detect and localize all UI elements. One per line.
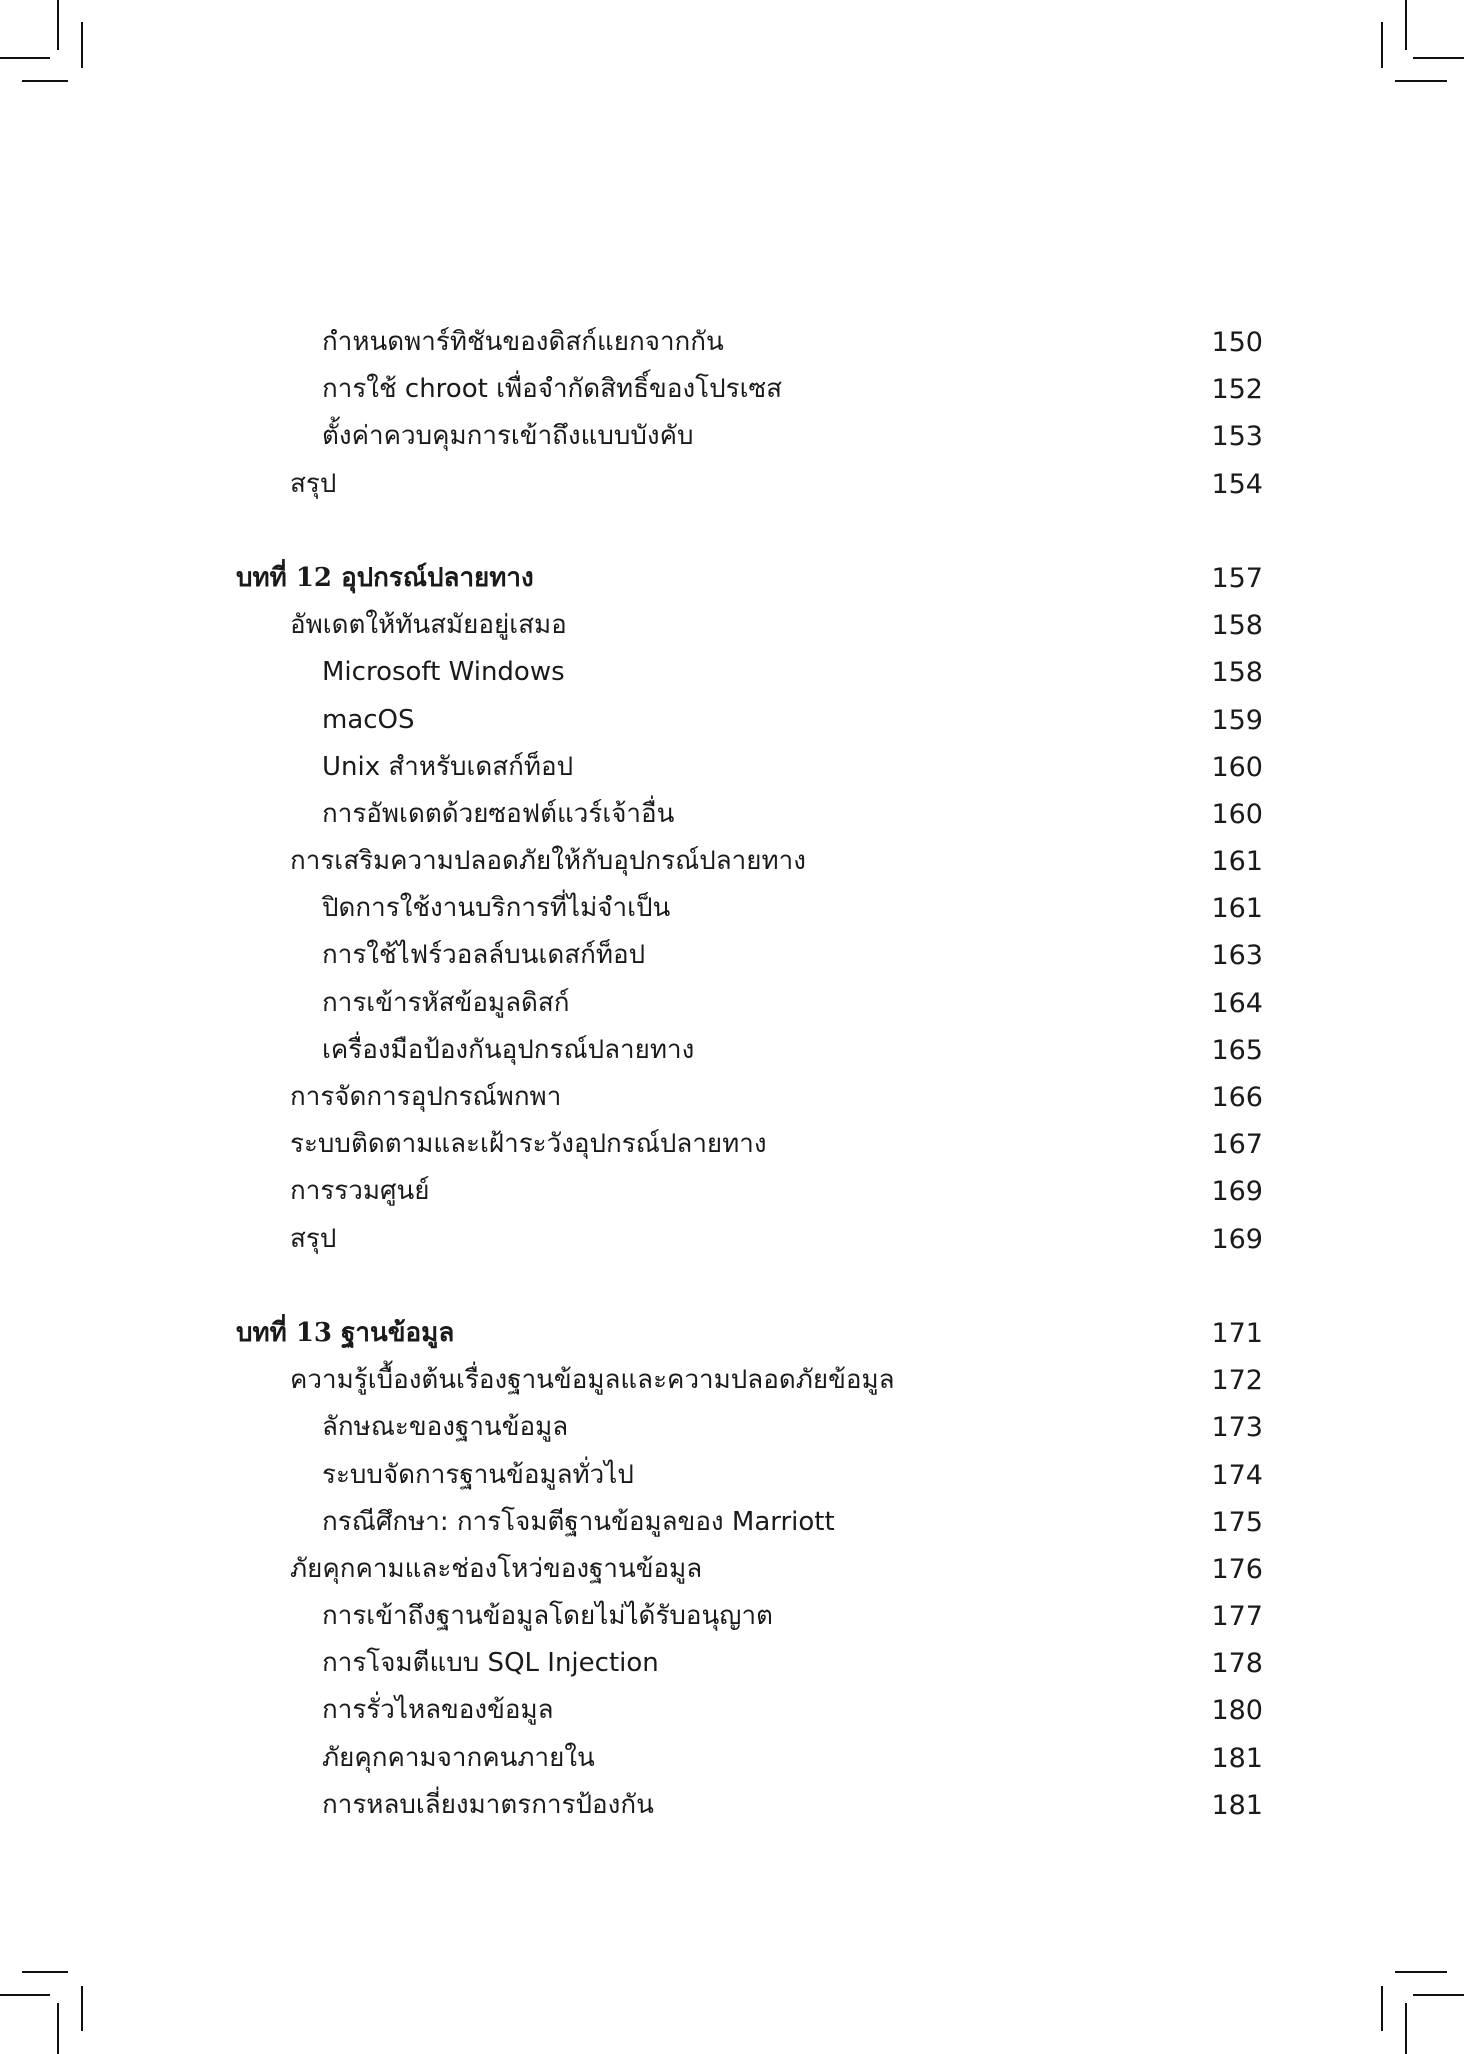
toc-page-number: 177 [1211,1601,1263,1633]
toc-entry[interactable] [0,413,1464,460]
toc-entry[interactable] [0,744,1464,791]
toc-entry-title: macOS [322,704,415,735]
toc-entry[interactable] [0,980,1464,1027]
toc-entry-title: Unix สำหรับเดสก์ท็อป [322,751,574,782]
chapter-title: บทที่ 13 ฐานข้อมูล [236,1317,455,1348]
toc-entry-title: ปิดการใช้งานบริการที่ไม่จำเป็น [322,893,671,924]
toc-page-number: 176 [1211,1553,1263,1585]
toc-entry-title: การเข้ารหัสข้อมูลดิสก์ [322,987,570,1018]
toc-entry-title: Microsoft Windows [322,657,565,688]
toc-entry-title: ลักษณะของฐานข้อมูล [322,1412,569,1443]
toc-entry[interactable] [0,1121,1464,1168]
toc-page-number: 169 [1211,1176,1263,1208]
crop-mark [81,1986,83,2031]
crop-mark [1405,2003,1407,2054]
toc-entry[interactable] [0,649,1464,696]
crop-mark [1413,1994,1464,1996]
toc-entry[interactable] [0,1499,1464,1546]
toc-entry[interactable] [0,1640,1464,1687]
toc-entry-title: กรณีศึกษา: การโจมตีฐานข้อมูลของ Marriott [322,1506,835,1537]
toc-entry-title: ระบบติดตามและเฝ้าระวังอุปกรณ์ปลายทาง [290,1129,767,1160]
crop-mark [1395,80,1447,82]
chapter-title: บทที่ 12 อุปกรณ์ปลายทาง [236,562,534,593]
toc-entry[interactable] [0,366,1464,413]
toc-page-number: 159 [1211,704,1263,736]
toc-entry-title: ระบบจัดการฐานข้อมูลทั่วไป [322,1459,634,1490]
toc-entry-title: ภัยคุกคามจากคนภายใน [322,1742,595,1773]
toc-chapter-heading[interactable] [0,1310,1464,1357]
toc-page-number: 165 [1211,1034,1263,1066]
toc-page-number: 175 [1211,1506,1263,1538]
toc-page-number: 178 [1211,1648,1263,1680]
toc-entry[interactable] [0,1074,1464,1121]
toc-entry[interactable] [0,1452,1464,1499]
toc-page-number: 163 [1211,940,1263,972]
toc-page-number: 160 [1211,751,1263,783]
toc-page-number: 160 [1211,798,1263,830]
toc-entry[interactable] [0,1027,1464,1074]
toc-entry[interactable] [0,1168,1464,1215]
toc-page-number: 174 [1211,1459,1263,1491]
toc-entry-title: ภัยคุกคามและช่องโหว่ของฐานข้อมูล [290,1553,703,1584]
toc-entry[interactable] [0,1216,1464,1263]
toc-page-number: 153 [1211,421,1263,453]
toc-chapter-heading[interactable] [0,555,1464,602]
toc-page-number: 152 [1211,374,1263,406]
toc-entry[interactable] [0,697,1464,744]
toc-page-number: 172 [1211,1365,1263,1397]
toc-page-number: 166 [1211,1082,1263,1113]
table-of-contents [0,319,1464,1829]
toc-entry-title: การรวมศูนย์ [290,1176,430,1207]
toc-entry[interactable] [0,1782,1464,1829]
crop-mark [57,0,59,50]
crop-mark [1395,1971,1447,1973]
toc-page-number: 150 [1211,327,1263,358]
toc-entry-title: การอัพเดตด้วยซอฟต์แวร์เจ้าอื่น [322,798,675,829]
toc-entry-title: การโจมตีแบบ SQL Injection [322,1648,659,1679]
toc-entry[interactable] [0,461,1464,508]
toc-page-number: 158 [1211,657,1263,689]
crop-mark [22,1971,68,1973]
crop-mark [0,1994,50,1996]
toc-entry-title: การหลบเลี่ยงมาตรการป้องกัน [322,1789,654,1820]
toc-entry-title: สรุป [290,1223,337,1254]
toc-entry[interactable] [0,1735,1464,1782]
toc-entry-title: ตั้งค่าควบคุมการเข้าถึงแบบบังคับ [322,421,694,452]
toc-entry-title: การรั่วไหลของข้อมูล [322,1695,554,1726]
toc-entry[interactable] [0,838,1464,885]
toc-entry[interactable] [0,319,1464,366]
toc-entry[interactable] [0,791,1464,838]
crop-mark [81,22,83,68]
toc-entry-title: การเสริมความปลอดภัยให้กับอุปกรณ์ปลายทาง [290,846,806,877]
crop-mark [0,57,50,59]
toc-page-number: 164 [1211,987,1263,1019]
toc-entry-title: การจัดการอุปกรณ์พกพา [290,1082,562,1112]
toc-entry-title: เครื่องมือป้องกันอุปกรณ์ปลายทาง [322,1034,695,1065]
toc-entry-title: ความรู้เบื้องต้นเรื่องฐานข้อมูลและความปลอดภัยข้อมูล [290,1365,895,1396]
toc-entry-title: กำหนดพาร์ทิชันของดิสก์แยกจากกัน [322,327,724,357]
toc-page-number: 181 [1211,1742,1263,1774]
toc-page-number: 157 [1211,562,1263,594]
toc-entry[interactable] [0,1687,1464,1734]
crop-mark [57,2003,59,2054]
toc-spacer [0,1263,1464,1310]
toc-entry-title: อัพเดตให้ทันสมัยอยู่เสมอ [290,610,567,641]
toc-page-number: 169 [1211,1223,1263,1255]
toc-page-number: 180 [1211,1695,1263,1727]
crop-mark [1381,22,1383,68]
toc-page-number: 161 [1211,846,1263,878]
crop-mark [1413,57,1464,59]
toc-entry[interactable] [0,932,1464,979]
toc-page-number: 181 [1211,1789,1263,1821]
toc-entry-title: การใช้ chroot เพื่อจำกัดสิทธิ์ของโปรเซส [322,374,782,405]
toc-page-number: 161 [1211,893,1263,925]
crop-mark [22,80,68,82]
crop-mark [1405,0,1407,50]
toc-entry-title: สรุป [290,468,337,499]
toc-page-number: 154 [1211,468,1263,500]
toc-entry[interactable] [0,602,1464,649]
toc-page-number: 167 [1211,1129,1263,1161]
toc-entry[interactable] [0,1404,1464,1451]
toc-page-number: 173 [1211,1412,1263,1444]
toc-entry[interactable] [0,1546,1464,1593]
toc-entry-title: การเข้าถึงฐานข้อมูลโดยไม่ได้รับอนุญาต [322,1601,773,1632]
toc-page-number: 171 [1211,1317,1263,1349]
toc-entry[interactable] [0,1593,1464,1640]
toc-page-number: 158 [1211,610,1263,642]
crop-mark [1381,1986,1383,2031]
toc-entry-title: การใช้ไฟร์วอลล์บนเดสก์ท็อป [322,940,646,971]
toc-entry[interactable] [0,885,1464,932]
toc-entry[interactable] [0,1357,1464,1404]
toc-spacer [0,508,1464,555]
